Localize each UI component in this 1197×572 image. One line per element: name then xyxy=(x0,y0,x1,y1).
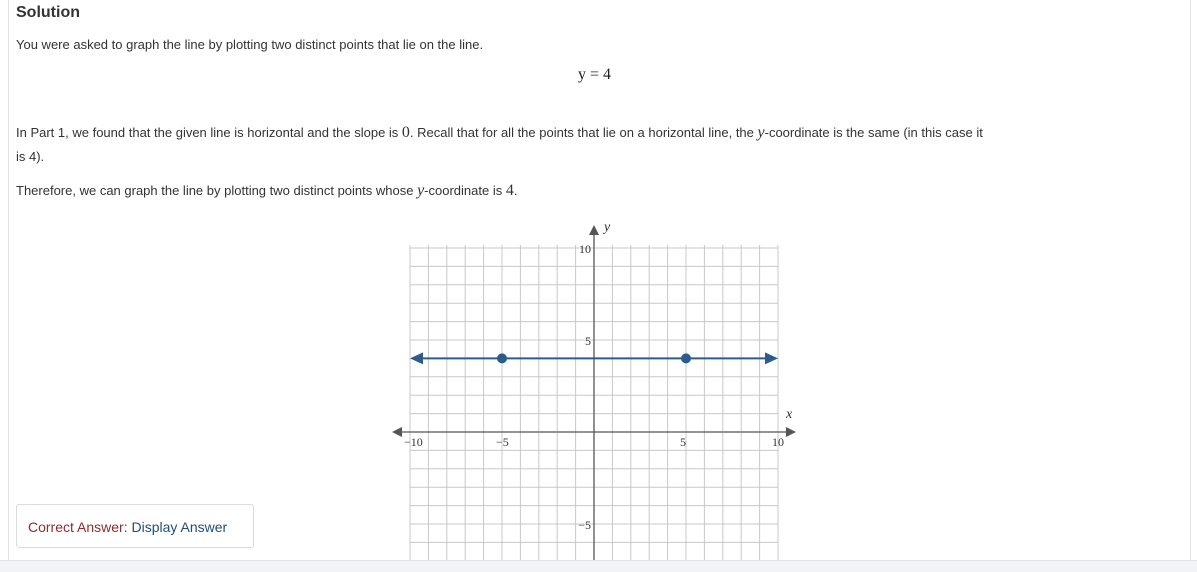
solution-panel xyxy=(8,0,1191,560)
intro-text: You were asked to graph the line by plotting two distinct points that lie on the line. xyxy=(16,37,484,52)
bottom-scroll-bar xyxy=(0,560,1197,572)
correct-answer-box xyxy=(16,504,254,548)
x-tick-label: −10 xyxy=(404,435,423,449)
display-answer-link[interactable]: Display Answer xyxy=(131,519,228,535)
y-axis-up-arrow-icon xyxy=(589,225,599,235)
x-axis-label: x xyxy=(786,407,793,422)
solution-title: Solution xyxy=(16,4,80,21)
graphed-line-left-arrow-icon xyxy=(410,352,423,364)
part1-after: -coordinate is the same (in this case it xyxy=(764,125,983,140)
therefore-var: y xyxy=(417,182,425,199)
slope-value: 0 xyxy=(401,124,410,141)
x-axis-right-arrow-icon xyxy=(786,427,796,437)
part1-before: In Part 1, we found that the given line is horizontal and the slope is xyxy=(16,125,402,140)
coordinate-graph xyxy=(9,0,1190,560)
equation: y = 4 xyxy=(578,66,612,83)
graphed-line-right-arrow-icon xyxy=(765,352,778,364)
part1-line2: is 4). xyxy=(16,149,45,164)
part1-middle: . Recall that for all the points that lie on a horizontal line, the xyxy=(409,125,758,140)
y-tick-label: 10 xyxy=(579,242,591,256)
correct-answer-label: Correct Answer: xyxy=(28,519,128,535)
therefore-after: . xyxy=(513,183,518,198)
x-tick-label: −5 xyxy=(496,435,509,449)
x-axis-left-arrow-icon xyxy=(392,427,402,437)
plotted-point xyxy=(497,353,507,363)
y-axis-label: y xyxy=(604,220,611,235)
part1-var: y xyxy=(757,124,765,141)
y-tick-label: −5 xyxy=(578,518,591,532)
x-tick-label: 10 xyxy=(772,435,784,449)
therefore-middle: -coordinate is xyxy=(424,183,506,198)
therefore-value: 4 xyxy=(505,182,514,199)
plotted-point xyxy=(681,353,691,363)
y-tick-label: 5 xyxy=(585,334,591,348)
x-tick-label: 5 xyxy=(680,435,686,449)
therefore-before: Therefore, we can graph the line by plotting two distinct points whose xyxy=(16,183,418,198)
